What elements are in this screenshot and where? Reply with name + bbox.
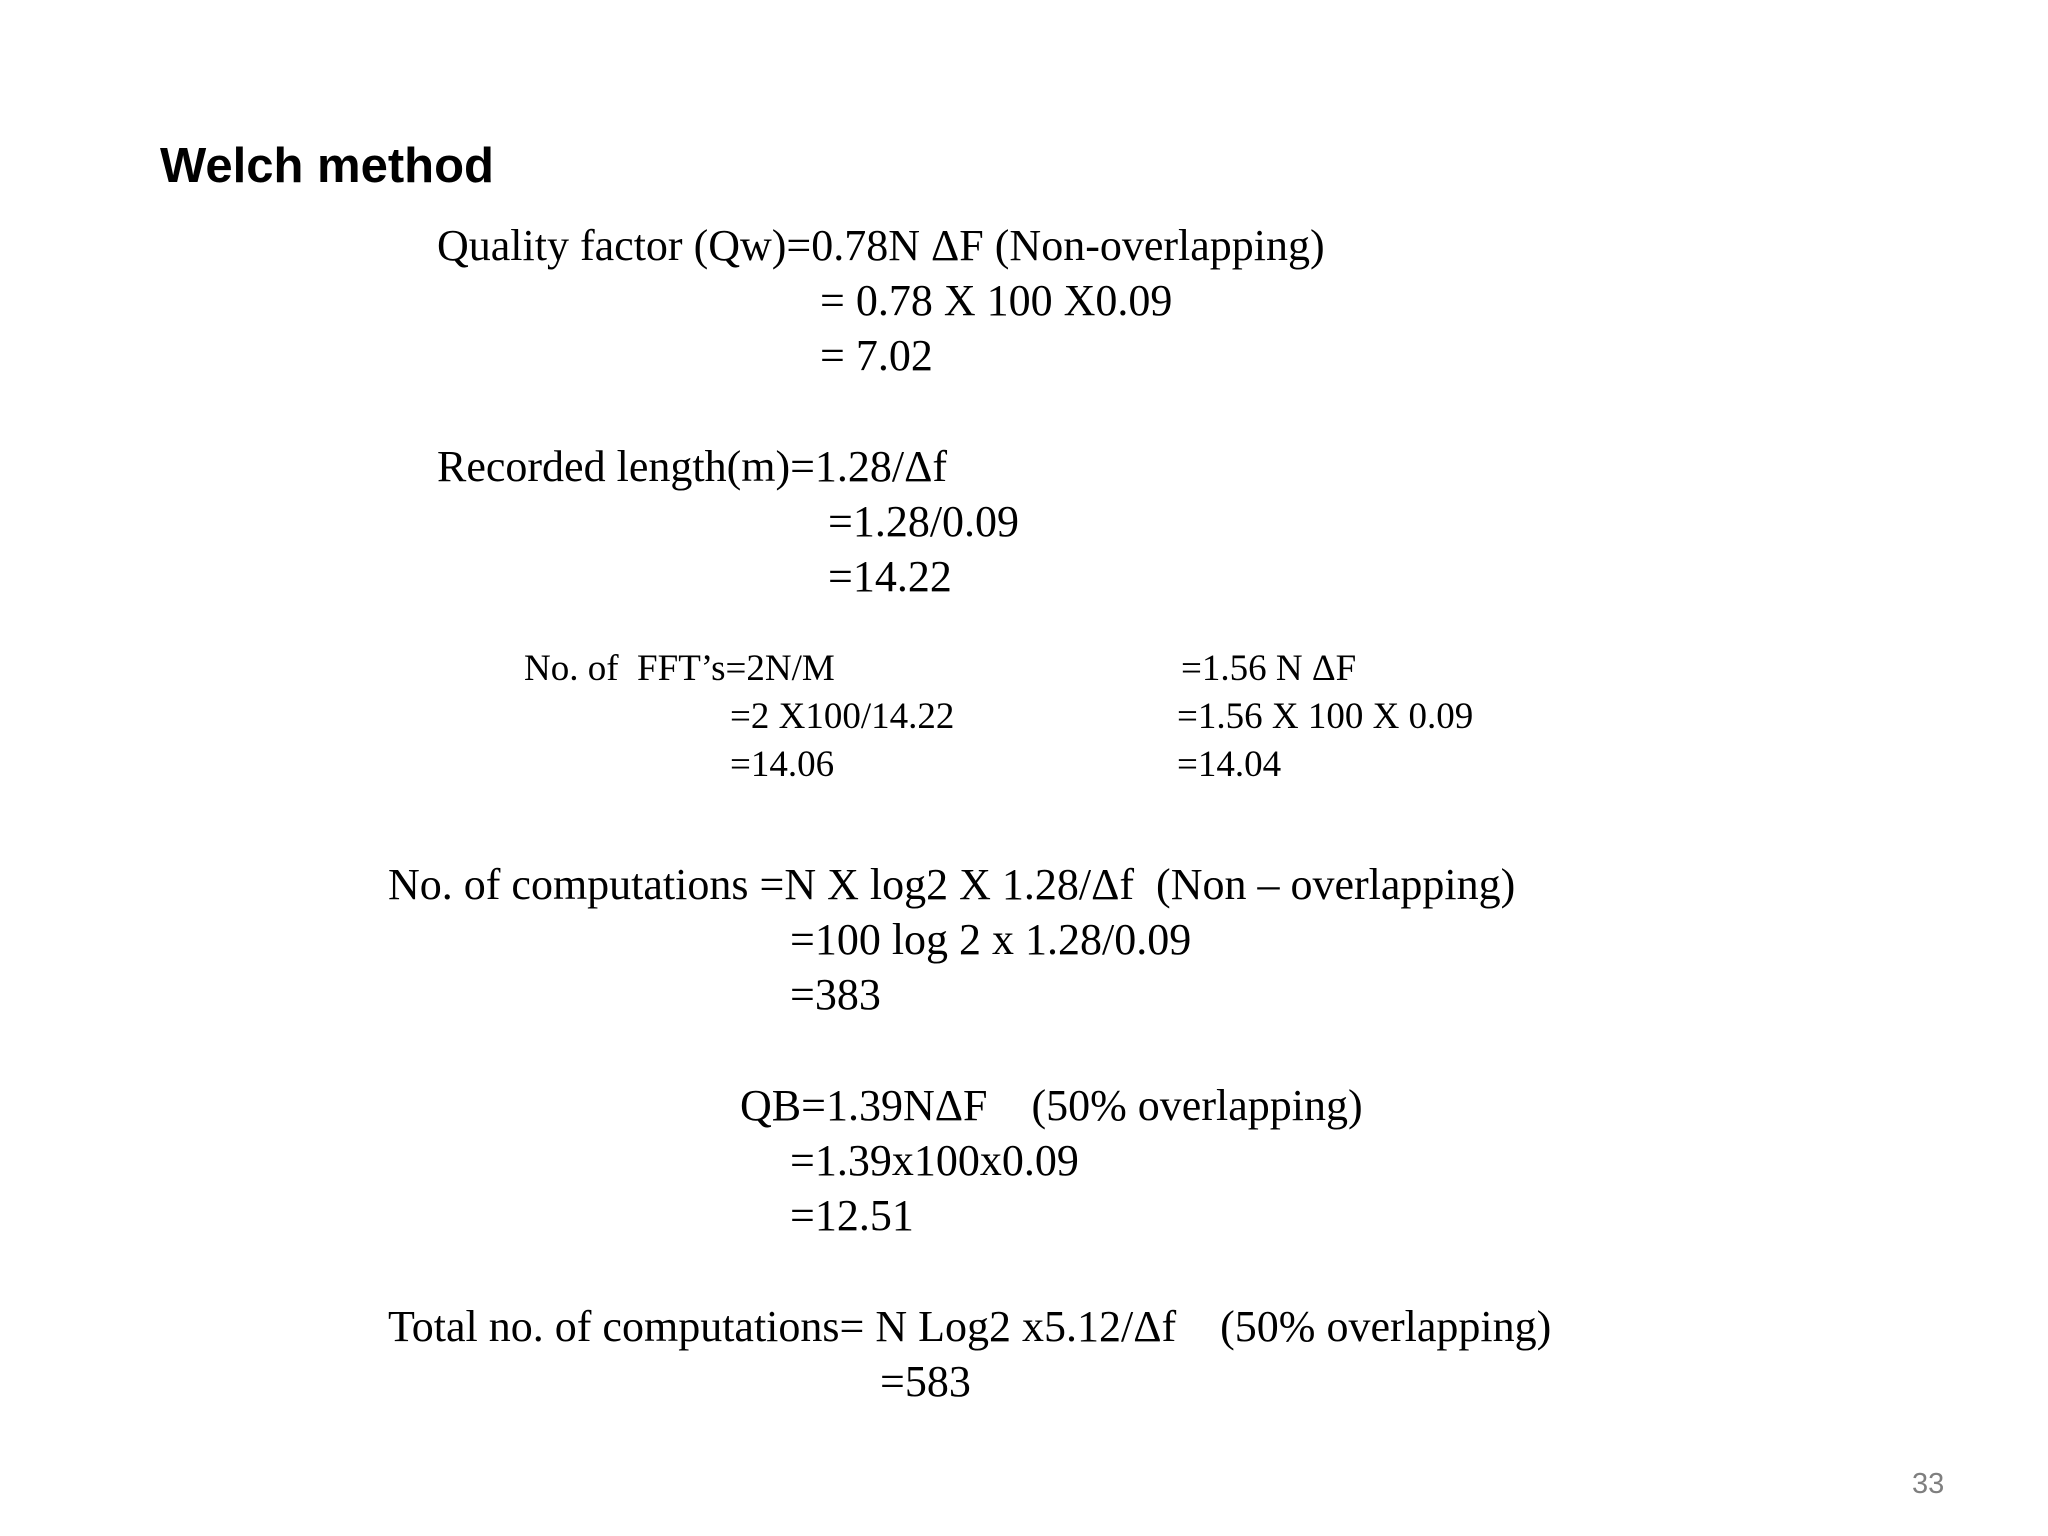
qb-substitution: =1.39x100x0.09 bbox=[790, 1136, 1079, 1185]
recorded-length-result: =14.22 bbox=[828, 552, 952, 601]
quality-factor-formula: Quality factor (Qw)=0.78N ΔF (Non-overlapping) bbox=[437, 221, 1325, 270]
total-computations-formula: Total no. of computations= N Log2 x5.12/Δf (50% overlapping) bbox=[388, 1302, 1552, 1351]
fft-count-substitution: =2 X100/14.22 bbox=[730, 696, 955, 737]
quality-factor-result: = 7.02 bbox=[820, 331, 933, 380]
computations-substitution: =100 log 2 x 1.28/0.09 bbox=[790, 915, 1192, 964]
fft-alt-result: =14.04 bbox=[1177, 744, 1282, 785]
page-number: 33 bbox=[1912, 1468, 1945, 1500]
fft-alt-formula: =1.56 N ΔF bbox=[1181, 648, 1357, 689]
qb-result: =12.51 bbox=[790, 1191, 914, 1240]
total-computations-result: =583 bbox=[880, 1357, 971, 1406]
recorded-length-formula: Recorded length(m)=1.28/Δf bbox=[437, 442, 948, 491]
qb-formula: QB=1.39NΔF (50% overlapping) bbox=[740, 1081, 1363, 1130]
computations-formula: No. of computations =N X log2 X 1.28/Δf (Non – overlapping) bbox=[388, 860, 1516, 909]
fft-count-result: =14.06 bbox=[730, 744, 835, 785]
fft-alt-substitution: =1.56 X 100 X 0.09 bbox=[1177, 696, 1474, 737]
slide-title: Welch method bbox=[160, 139, 494, 193]
recorded-length-substitution: =1.28/0.09 bbox=[828, 497, 1020, 546]
fft-count-formula: No. of FFT’s=2N/M bbox=[524, 648, 835, 689]
quality-factor-substitution: = 0.78 X 100 X0.09 bbox=[820, 276, 1173, 325]
computations-result: =383 bbox=[790, 970, 881, 1019]
